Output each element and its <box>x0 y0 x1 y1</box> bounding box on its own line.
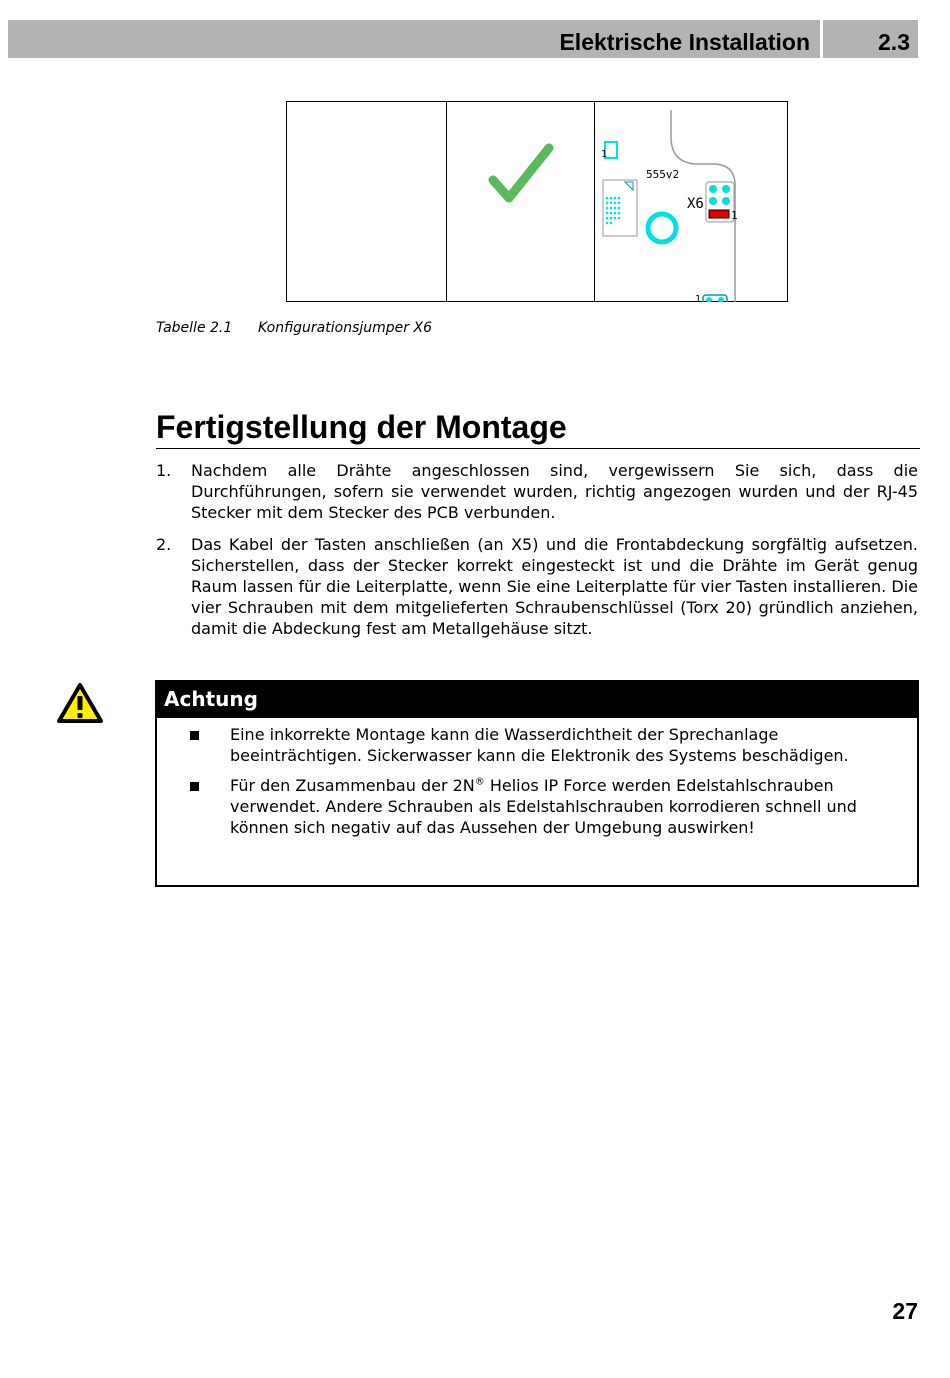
step-text: Nachdem alle Drähte angeschlossen sind, vergewissern Sie sich, dass die Durchführungen, sofern sie verwendet wurden, richtig angezogen wurden und der RJ-45 Stecker mit dem Stecker des PCB verbunden. <box>191 461 918 522</box>
step-number: 1. <box>156 461 172 480</box>
step-number: 2. <box>156 535 172 554</box>
warning-triangle-icon <box>56 682 104 724</box>
caption-text: Konfigurationsjumper X6 <box>258 320 432 336</box>
caption-label: Tabelle 2.1 <box>156 320 233 336</box>
list-item <box>157 775 897 838</box>
heading-rule <box>156 448 920 449</box>
page-number: 27 <box>892 1298 918 1324</box>
notice-text: Helios IP Force werden Edelstahlschrauben verwendet. Andere Schrauben als Edelstahlschrauben korrodieren schnell und können sich negativ auf das Aussehen der Umgebung auswirken! <box>230 776 857 837</box>
jumper-label-x6: X6 <box>687 196 704 212</box>
step-text: Das Kabel der Tasten anschließen (an X5) und die Frontabdeckung sorgfältig aufsetzen. Sicherstellen, dass der Stecker korrekt eingesteckt ist und die Drähte im Gerät genug Raum lassen für die Leiterplatte, wenn Sie eine Leiterplatte für vier Tasten installieren. Die vier Schrauben mit dem mitgelieferten Schraubenschlüssel (Torx 20) gründlich anziehen, damit die Abdeckung fest am Metallgehäuse sitzt. <box>191 535 918 638</box>
section-heading: Fertigstellung der Montage <box>156 409 567 445</box>
notice-text: Eine inkorrekte Montage kann die Wasserdichtheit der Sprechanlage beeinträchtigen. Sickerwasser kann die Elektronik des Systems beschädigen. <box>230 725 849 765</box>
checkmark-icon <box>487 142 557 212</box>
warning-notice-box <box>155 680 919 887</box>
pcb-pin-label-bottom: 1 <box>695 294 702 302</box>
list-item <box>156 534 918 639</box>
jumper-cap <box>709 210 729 218</box>
bullet-icon <box>190 731 199 740</box>
table-cell-divider <box>446 102 447 301</box>
pcb-board-label: 555v2 <box>646 168 680 181</box>
pcb-pin-label: 1 <box>601 149 608 160</box>
pcb-jumper-diagram <box>595 102 788 302</box>
notice-list <box>157 718 917 838</box>
jumper-pin-one-label: 1 <box>731 209 738 222</box>
assembly-steps <box>156 460 918 650</box>
jumper-config-table <box>286 101 788 302</box>
jumper-pins <box>709 185 730 205</box>
registered-mark: ® <box>474 776 485 788</box>
pcb-mounting-hole <box>648 214 676 242</box>
list-item <box>156 460 918 523</box>
list-item <box>157 724 897 766</box>
pcb-pad-grid <box>606 197 621 225</box>
notice-text: Für den Zusammenbau der 2N <box>230 776 475 795</box>
chapter-title: Elektrische Installation <box>559 29 810 55</box>
section-number: 2.3 <box>878 29 910 55</box>
notice-title: Achtung <box>157 682 917 718</box>
bullet-icon <box>190 782 199 791</box>
